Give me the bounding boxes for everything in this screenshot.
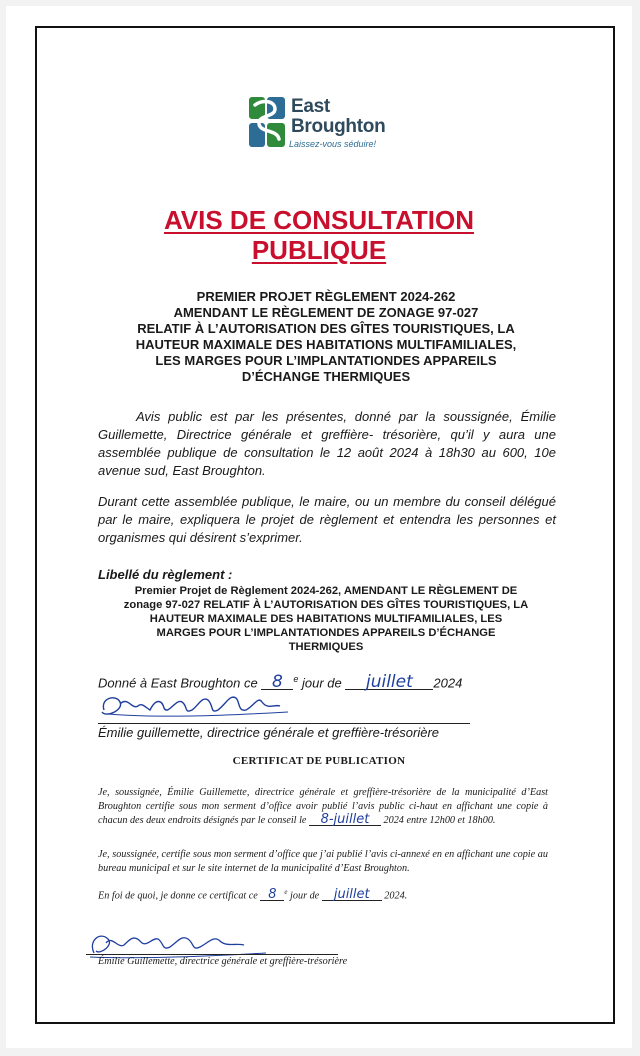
regulation-title-line: HAUTEUR MAXIMALE DES HABITATIONS MULTIFAMILIALES,: [135, 337, 517, 352]
signature-line: [98, 723, 470, 724]
libelle-label: Libellé du règlement :: [98, 567, 233, 582]
logo-tagline: Laissez-vous séduire!: [289, 139, 377, 149]
heading-line1: AVIS DE CONSULTATION: [163, 205, 475, 235]
regulation-title-line: AMENDANT LE RÈGLEMENT DE ZONAGE 97-027: [173, 305, 479, 320]
given-prefix: Donné à East Broughton ce: [98, 675, 258, 691]
libelle-line: Premier Projet de Règlement 2024-262, AMENDANT LE RÈGLEMENT DE: [134, 585, 518, 597]
cert-given-prefix: En foi de quoi, je donne ce certificat ce: [98, 890, 258, 902]
cert-given-year: 2024.: [384, 890, 408, 902]
libelle-line: MARGES POUR L’IMPLANTATIONDES APPAREILS D’ÉCHANGE: [156, 627, 496, 639]
cert-given-day-suffix: e: [284, 888, 288, 896]
regulation-title-line: LES MARGES POUR L’IMPLANTATIONDES APPAREILS: [155, 353, 497, 368]
logo-mark-icon: [245, 93, 289, 151]
libelle-line: zonage 97-027 RELATIF À L’AUTORISATION DES GÎTES TOURISTIQUES, LA: [123, 599, 529, 611]
notice-paragraph: Avis public est par les présentes, donné par la soussignée, Émilie Guillemette, Directrice générale et greffière- trésorière, qu’il y aura une assemblée publique de consultation le 12 août 2024 à 18h30 au 600, 10e avenue sud, East Broughton.: [98, 409, 556, 478]
given-middle: jour de: [302, 675, 342, 691]
meeting-paragraph: Durant cette assemblée publique, le maire, ou un membre du conseil délégué par le maire, expliquera le projet de règlement et entendra les personnes et organismes qui désirent s’exprimer.: [98, 494, 556, 545]
logo-name-line2: Broughton: [291, 116, 386, 137]
regulation-title-line: RELATIF À L’AUTORISATION DES GÎTES TOURISTIQUES, LA: [137, 321, 515, 336]
signer-1-name: Émilie guillemette, directrice générale et greffière-trésorière: [98, 725, 440, 740]
certificate-paragraph-2: Je, soussignée, certifie sous mon serment d’office que j’ai publié l’avis ci-annexé en en affichant une copie au bureau municipal et sur le site internet de la municipalité d’East Broughton.: [98, 849, 548, 874]
given-year: 2024: [433, 675, 463, 691]
regulation-title-line: PREMIER PROJET RÈGLEMENT 2024-262: [196, 289, 456, 304]
logo-name: [291, 97, 385, 137]
cert-given-month: juillet: [322, 890, 382, 901]
certificate-title: CERTIFICAT DE PUBLICATION: [232, 755, 406, 767]
certificate-given-line: [98, 888, 407, 901]
logo-name-line1: East: [291, 96, 330, 117]
cert-p1-after: 2024 entre 12h00 et 18h00.: [383, 815, 496, 826]
regulation-title: [101, 289, 551, 385]
libelle-text: [106, 584, 546, 654]
regulation-title-line: D’ÉCHANGE THERMIQUES: [241, 369, 411, 384]
libelle-line: THERMIQUES: [288, 641, 364, 653]
given-month: juillet: [345, 675, 433, 690]
libelle-line: HAUTEUR MAXIMALE DES HABITATIONS MULTIFAMILIALES, LES: [149, 613, 503, 625]
document-page: [6, 6, 632, 1048]
heading-line2: PUBLIQUE: [251, 235, 387, 265]
cert-p1-before: Je, soussignée, Émilie Guillemette, directrice générale et greffière-trésorière de la municipalité d’East Broughton certifie sous mon serment d’office avoir publié l’avis public ci-haut en affichant une copie à chacun des deux endroits désignés par le conseil le: [98, 787, 548, 826]
signature-1-icon: [98, 688, 468, 722]
cert-p1-date: 8-juillet: [309, 815, 381, 826]
signer-2-name: Émilie Guillemette, directrice générale et greffière-trésorière: [98, 956, 348, 967]
cert-given-day: 8: [260, 890, 284, 901]
notice-heading: [6, 205, 632, 265]
certificate-paragraph-1: [98, 786, 548, 828]
signature-line: [86, 954, 338, 955]
given-day-suffix: e: [293, 674, 299, 684]
municipality-logo: [245, 93, 415, 155]
given-day: 8: [261, 675, 293, 690]
cert-given-middle: jour de: [290, 890, 320, 902]
